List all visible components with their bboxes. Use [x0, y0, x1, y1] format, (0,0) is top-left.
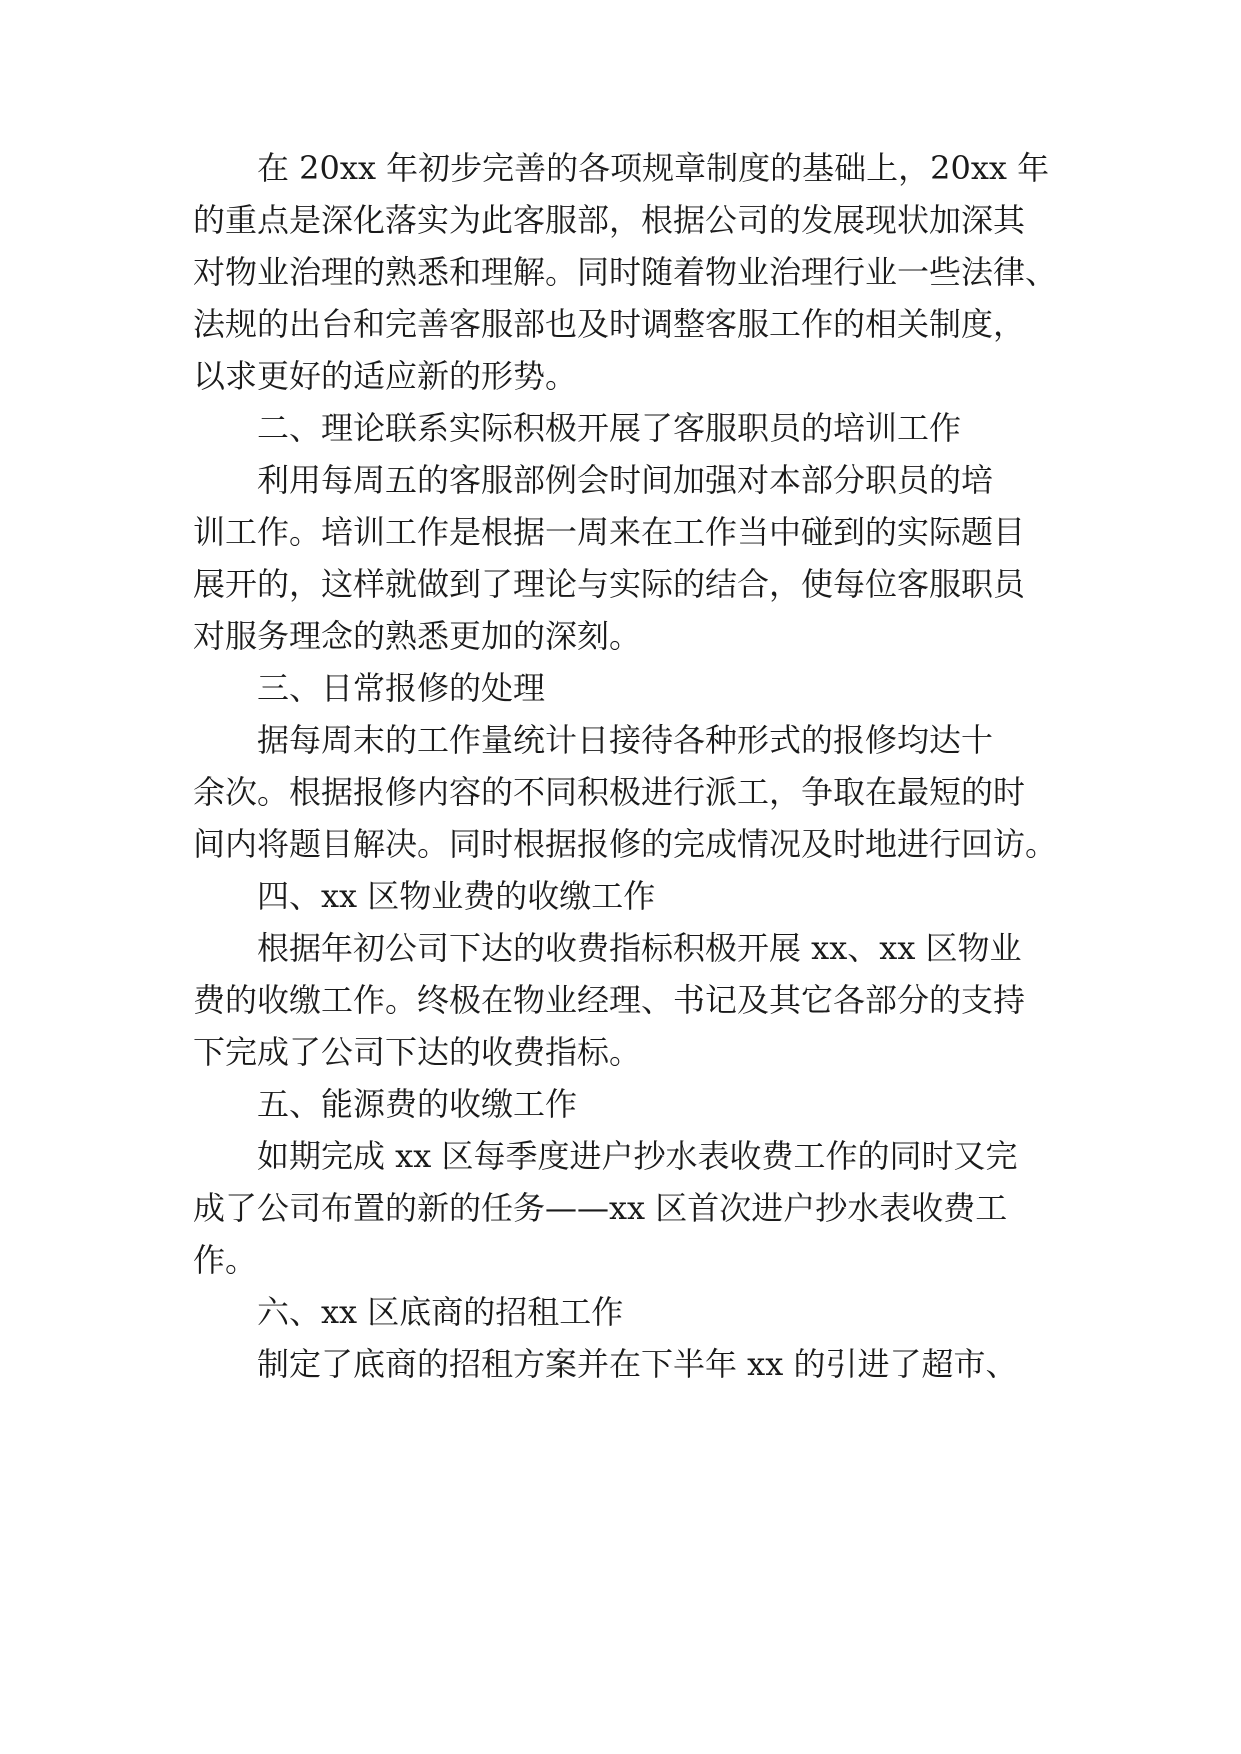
- paragraph-1-line-1: 在 20xx 年初步完善的各项规章制度的基础上，20xx 年: [257, 149, 1050, 187]
- paragraph-6-line-1: 制定了底商的招租方案并在下半年 xx 的引进了超市、: [257, 1345, 1018, 1383]
- section-heading-6: 六、xx 区底商的招租工作: [257, 1293, 624, 1331]
- paragraph-2-line-1: 利用每周五的客服部例会时间加强对本部分职员的培: [257, 461, 994, 499]
- paragraph-2-line-4: 对服务理念的熟悉更加的深刻。: [193, 617, 642, 655]
- paragraph-2-line-3: 展开的，这样就做到了理论与实际的结合，使每位客服职员: [193, 565, 1026, 603]
- section-heading-2: 二、理论联系实际积极开展了客服职员的培训工作: [257, 409, 962, 447]
- paragraph-5-line-2: 成了公司布置的新的任务——xx 区首次进户抄水表收费工: [193, 1189, 1008, 1227]
- paragraph-4-line-1: 根据年初公司下达的收费指标积极开展 xx、xx 区物业: [257, 929, 1022, 967]
- paragraph-1-line-4: 法规的出台和完善客服部也及时调整客服工作的相关制度，: [193, 305, 1026, 343]
- paragraph-4-line-3: 下完成了公司下达的收费指标。: [193, 1033, 642, 1071]
- paragraph-5-line-1: 如期完成 xx 区每季度进户抄水表收费工作的同时又完: [257, 1137, 1018, 1175]
- paragraph-4-line-2: 费的收缴工作。终极在物业经理、书记及其它各部分的支持: [193, 981, 1026, 1019]
- paragraph-5-line-3: 作。: [193, 1241, 258, 1279]
- paragraph-1-line-2: 的重点是深化落实为此客服部，根据公司的发展现状加深其: [193, 201, 1026, 239]
- section-heading-3: 三、日常报修的处理: [257, 669, 546, 707]
- paragraph-1-line-3: 对物业治理的熟悉和理解。同时随着物业治理行业一些法律、: [193, 253, 1058, 291]
- paragraph-3-line-1: 据每周末的工作量统计日接待各种形式的报修均达十: [257, 721, 994, 759]
- paragraph-3-line-2: 余次。根据报修内容的不同积极进行派工，争取在最短的时: [193, 773, 1026, 811]
- paragraph-3-line-3: 间内将题目解决。同时根据报修的完成情况及时地进行回访。: [193, 825, 1058, 863]
- section-heading-4: 四、xx 区物业费的收缴工作: [257, 877, 656, 915]
- paragraph-2-line-2: 训工作。培训工作是根据一周来在工作当中碰到的实际题目: [193, 513, 1026, 551]
- paragraph-1-line-5: 以求更好的适应新的形势。: [193, 357, 578, 395]
- section-heading-5: 五、能源费的收缴工作: [257, 1085, 578, 1123]
